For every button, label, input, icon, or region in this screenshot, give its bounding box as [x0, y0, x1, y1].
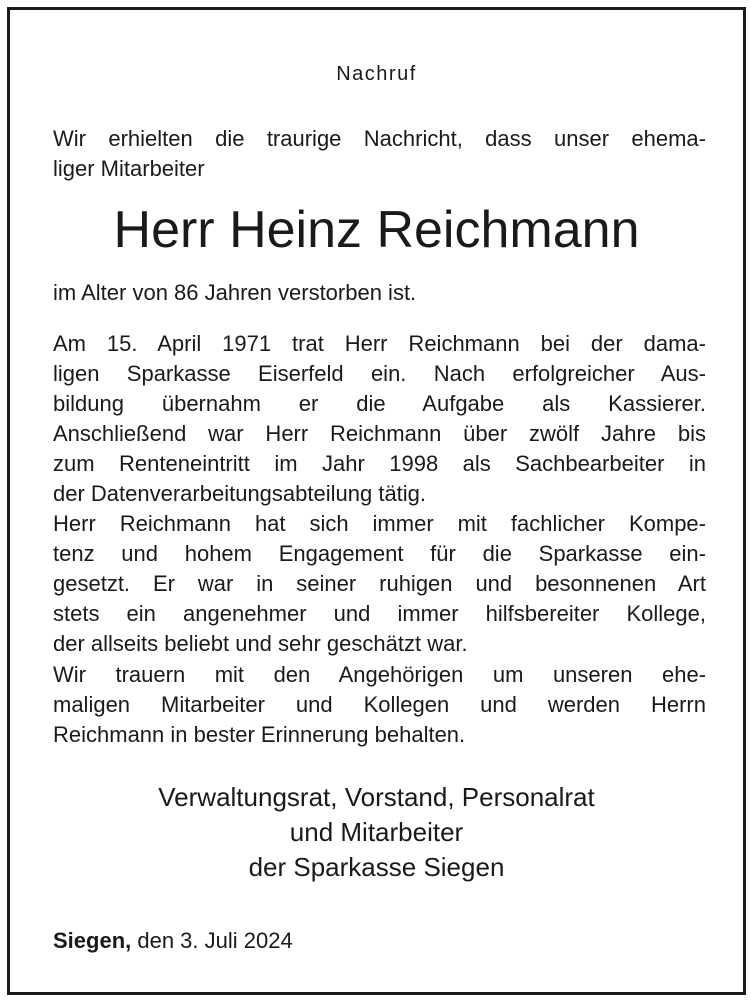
- dateline: [53, 926, 293, 956]
- signature-line: der Sparkasse Siegen: [248, 852, 505, 882]
- text-line: Am 15. April 1971 trat Herr Reichmann bei der dama-: [53, 331, 706, 356]
- text-line: der Datenverarbeitungsabteilung tätig.: [53, 481, 427, 506]
- dateline-city: Siegen,: [53, 928, 132, 953]
- obituary-heading: Nachruf: [336, 63, 417, 85]
- text-line: Wir trauern mit den Angehörigen um unseren ehe-: [53, 662, 706, 687]
- dateline-date: den 3. Juli 2024: [131, 928, 293, 953]
- text-line: Herr Reichmann hat sich immer mit fachlicher Kompe-: [53, 511, 706, 536]
- text-line: liger Mitarbeiter: [53, 156, 205, 181]
- text-line: der allseits beliebt und sehr geschätzt war.: [53, 631, 468, 656]
- text-line: maligen Mitarbeiter und Kollegen und werden Herrn: [53, 692, 706, 717]
- text-line: stets ein angenehmer und immer hilfsbereiter Kollege,: [53, 601, 706, 626]
- signature-block: [10, 780, 743, 885]
- text-line: gesetzt. Er war in seiner ruhigen und besonnenen Art: [53, 571, 706, 596]
- deceased-name: Herr Heinz Reichmann: [113, 201, 640, 259]
- text-line: zum Renteneintritt im Jahr 1998 als Sachbearbeiter in: [53, 451, 706, 476]
- tribute-paragraph: [53, 509, 706, 659]
- text-line: ligen Sparkasse Eiserfeld ein. Nach erfolgreicher Aus-: [53, 361, 706, 386]
- text-line: Reichmann in bester Erinnerung behalten.: [53, 722, 466, 747]
- signature-line: und Mitarbeiter: [289, 817, 464, 847]
- text-line: Wir erhielten die traurige Nachricht, dass unser ehema-: [53, 126, 706, 151]
- text-line: bildung übernahm er die Aufgabe als Kassierer.: [53, 391, 706, 416]
- text-line: im Alter von 86 Jahren verstorben ist.: [53, 280, 417, 305]
- age-line: [53, 278, 706, 308]
- signature-line: Verwaltungsrat, Vorstand, Personalrat: [158, 782, 595, 812]
- career-paragraph: [53, 329, 706, 509]
- text-line: Anschließend war Herr Reichmann über zwölf Jahre bis: [53, 421, 706, 446]
- obituary-frame: [7, 7, 746, 995]
- text-line: tenz und hohem Engagement für die Sparkasse ein-: [53, 541, 706, 566]
- mourning-paragraph: [53, 660, 706, 750]
- intro-paragraph: [53, 124, 706, 184]
